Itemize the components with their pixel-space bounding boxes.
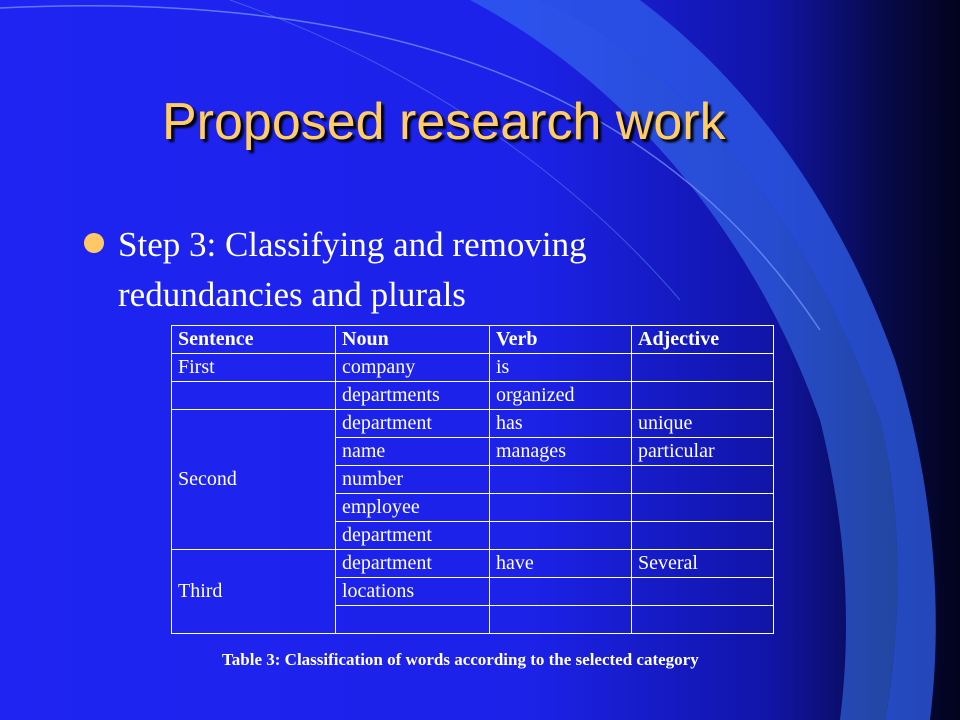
verb-cell: is — [490, 354, 632, 382]
sentence-cell: Third — [172, 550, 336, 634]
adjective-cell: Several — [632, 550, 774, 578]
adjective-cell — [632, 494, 774, 522]
table-row — [172, 550, 774, 578]
sentence-cell: First — [172, 354, 336, 382]
table-caption: Table 3: Classification of words according to the selected category — [222, 650, 699, 669]
header-cell: Adjective — [632, 326, 774, 354]
verb-cell — [490, 522, 632, 550]
noun-cell: number — [336, 466, 490, 494]
header-cell: Sentence — [172, 326, 336, 354]
table-header-row — [172, 326, 774, 354]
adjective-cell — [632, 466, 774, 494]
header-cell: Verb — [490, 326, 632, 354]
verb-cell — [490, 578, 632, 606]
adjective-cell — [632, 382, 774, 410]
noun-cell: company — [336, 354, 490, 382]
verb-cell: has — [490, 410, 632, 438]
adjective-cell — [632, 354, 774, 382]
classification-table — [171, 325, 774, 634]
noun-cell: name — [336, 438, 490, 466]
verb-cell — [490, 466, 632, 494]
bullet-dot-icon — [84, 233, 104, 253]
verb-cell — [490, 494, 632, 522]
noun-cell — [336, 606, 490, 634]
header-cell: Noun — [336, 326, 490, 354]
noun-cell: departments — [336, 382, 490, 410]
table-row — [172, 410, 774, 438]
noun-cell: department — [336, 410, 490, 438]
sentence-cell-empty — [172, 382, 336, 410]
table-row — [172, 382, 774, 410]
table-row — [172, 354, 774, 382]
noun-cell: department — [336, 550, 490, 578]
sentence-cell: Second — [172, 410, 336, 550]
verb-cell: have — [490, 550, 632, 578]
verb-cell — [490, 606, 632, 634]
adjective-cell — [632, 578, 774, 606]
noun-cell: employee — [336, 494, 490, 522]
adjective-cell — [632, 606, 774, 634]
slide-title: Proposed research work — [162, 93, 726, 151]
adjective-cell: particular — [632, 438, 774, 466]
verb-cell: manages — [490, 438, 632, 466]
adjective-cell — [632, 522, 774, 550]
noun-cell: department — [336, 522, 490, 550]
classification-table-wrapper — [171, 325, 781, 627]
bullet-text: Step 3: Classifying and removing redundancies and plurals — [118, 225, 587, 314]
noun-cell: locations — [336, 578, 490, 606]
verb-cell: organized — [490, 382, 632, 410]
adjective-cell: unique — [632, 410, 774, 438]
